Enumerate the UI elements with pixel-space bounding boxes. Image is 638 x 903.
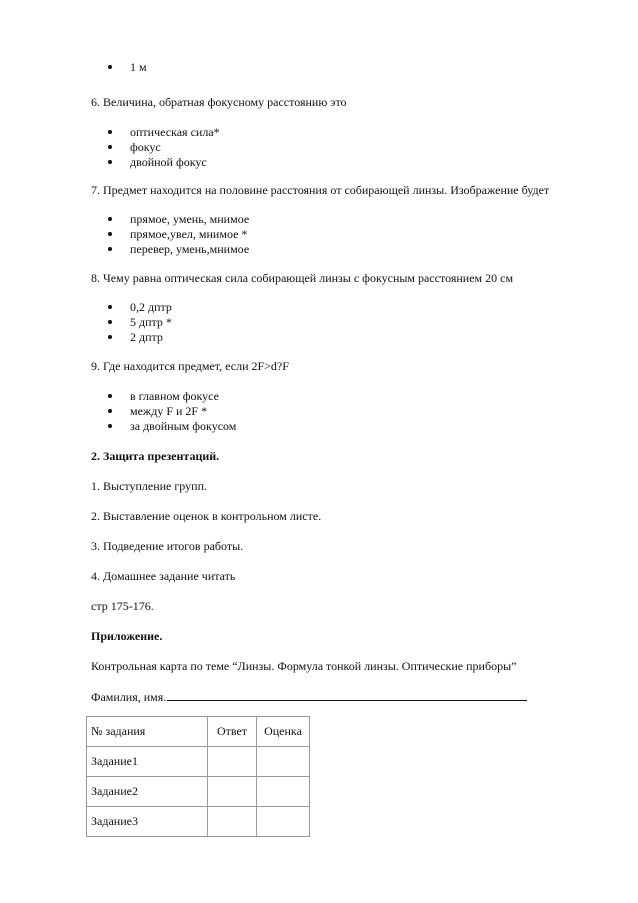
option-text: оптическая сила*	[130, 125, 220, 139]
bullet-icon	[108, 232, 112, 236]
bullet-icon	[108, 409, 112, 413]
step-item: 2. Выставление оценок в контрольном листе.	[91, 509, 322, 523]
table-row	[87, 807, 310, 837]
appendix-heading: Приложение.	[91, 629, 163, 643]
table-cell: Задание1	[87, 747, 208, 777]
table-row	[87, 777, 310, 807]
name-label: Фамилия, имя.	[91, 690, 167, 704]
table-cell	[208, 807, 257, 837]
name-field-line	[91, 689, 527, 704]
option-text: двойной фокус	[130, 155, 207, 169]
option-text: 5 дптр *	[130, 315, 172, 329]
option-text: фокус	[130, 140, 161, 154]
question-8: 8. Чему равна оптическая сила собирающей линзы с фокусным расстоянием 20 см	[91, 271, 514, 285]
step-item: 3. Подведение итогов работы.	[91, 539, 244, 553]
option-text: 1 м	[130, 60, 147, 74]
option-text: 0,2 дптр	[130, 300, 172, 314]
question-9: 9. Где находится предмет, если 2F>d?F	[91, 359, 289, 373]
bullet-icon	[108, 424, 112, 428]
header-cell: Ответ	[208, 717, 257, 747]
bullet-icon	[108, 160, 112, 164]
question-7: 7. Предмет находится на половине расстояния от собирающей линзы. Изображение будет	[91, 183, 550, 197]
bullet-icon	[108, 305, 112, 309]
option-text: за двойным фокусом	[130, 419, 237, 433]
table-cell	[257, 747, 310, 777]
table-cell	[257, 807, 310, 837]
table-cell: Задание2	[87, 777, 208, 807]
bullet-icon	[108, 247, 112, 251]
table-header-row	[87, 717, 310, 747]
option-text: прямое,увел, мнимое *	[130, 227, 248, 241]
bullet-icon	[108, 145, 112, 149]
step-item: 1. Выступление групп.	[91, 479, 207, 493]
table-cell	[208, 747, 257, 777]
bullet-icon	[108, 217, 112, 221]
table-row	[87, 747, 310, 777]
bullet-icon	[108, 335, 112, 339]
bullet-icon	[108, 320, 112, 324]
header-cell: Оценка	[257, 717, 310, 747]
control-card-table	[86, 716, 310, 837]
option-text: в главном фокусе	[130, 389, 219, 403]
card-title: Контрольная карта по теме “Линзы. Формула тонкой линзы. Оптические приборы”	[91, 659, 517, 673]
option-text: перевер, умень,мнимое	[130, 242, 250, 256]
step-item: 4. Домашнее задание читать	[91, 569, 236, 583]
pages-reference: стр 175-176.	[91, 599, 154, 613]
name-blank	[167, 689, 527, 701]
table-cell	[208, 777, 257, 807]
header-cell: № задания	[87, 717, 208, 747]
bullet-icon	[108, 394, 112, 398]
question-6: 6. Величина, обратная фокусному расстоянию это	[91, 95, 347, 109]
table-cell: Задание3	[87, 807, 208, 837]
option-text: 2 дптр	[130, 330, 163, 344]
option-text: между F и 2F *	[130, 404, 208, 418]
section-heading: 2. Защита презентаций.	[91, 449, 220, 463]
bullet-icon	[108, 65, 112, 69]
bullet-icon	[108, 130, 112, 134]
table-cell	[257, 777, 310, 807]
option-text: прямое, умень, мнимое	[130, 212, 250, 226]
